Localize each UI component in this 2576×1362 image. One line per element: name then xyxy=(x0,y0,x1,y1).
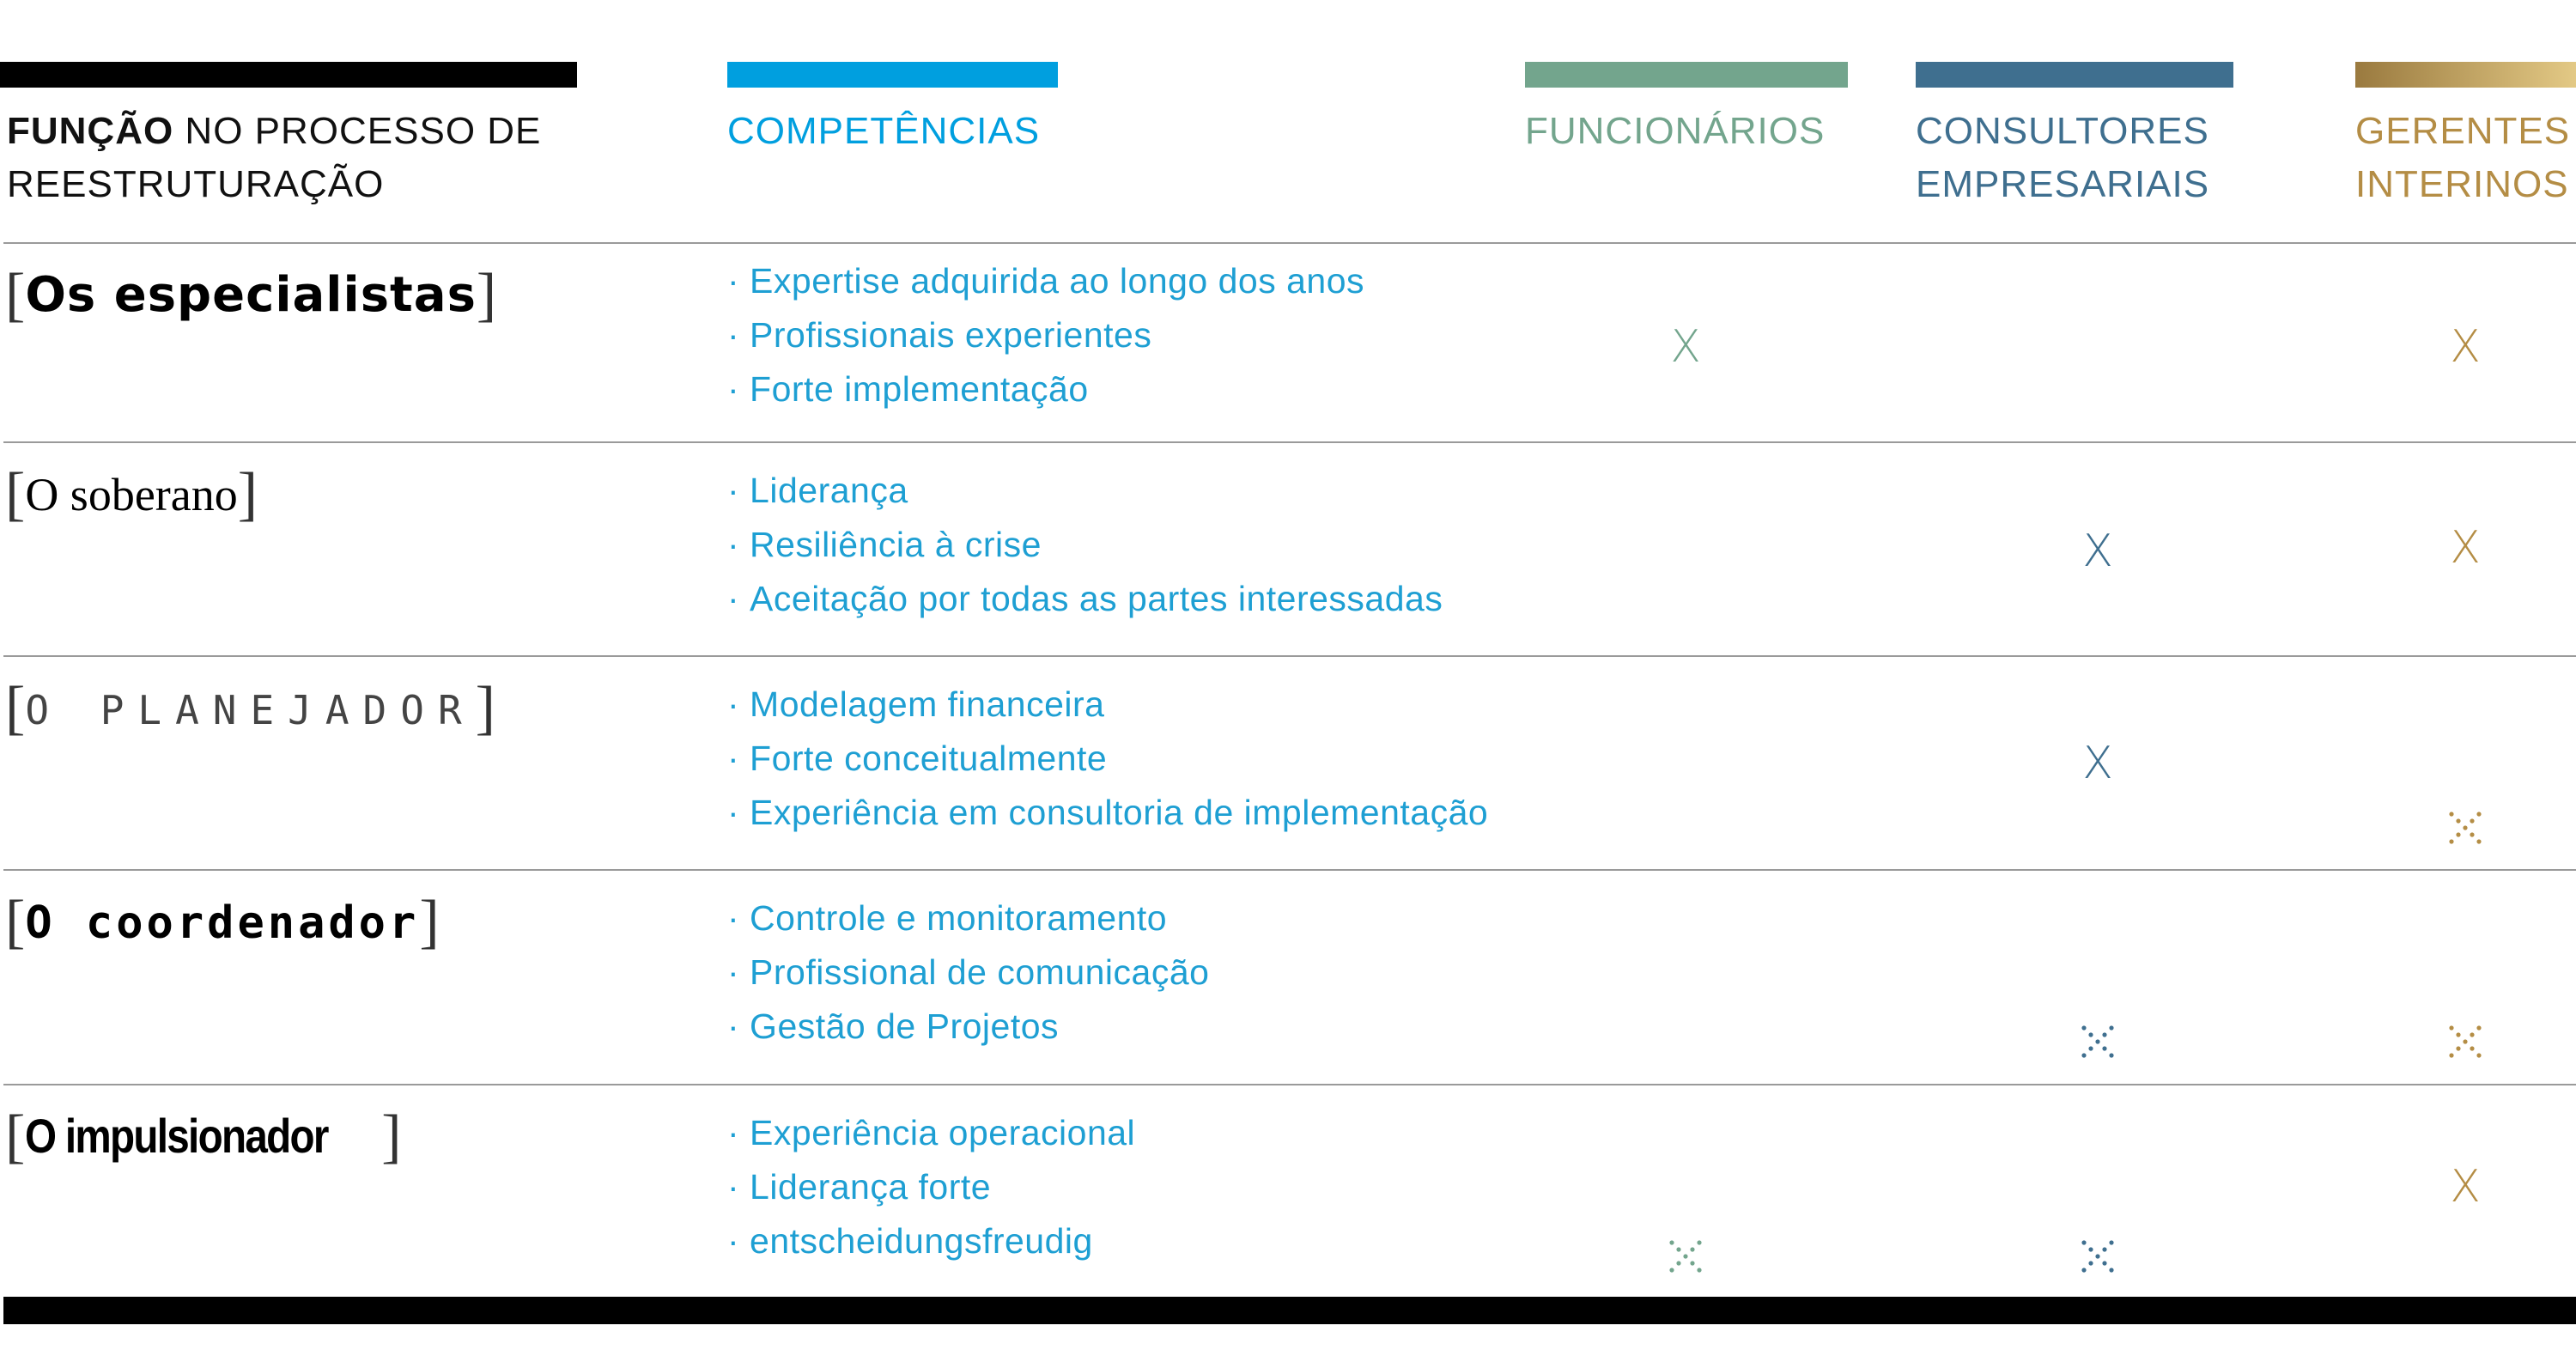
bracket-open: [ xyxy=(5,889,26,955)
dotted-x-icon xyxy=(2079,1023,2117,1061)
mark-gerentes-partial xyxy=(2446,957,2484,994)
competencia-item: · Liderança forte xyxy=(727,1160,1135,1214)
header-bar-competencias xyxy=(727,62,1058,88)
header-funcao-line2: REESTRUTURAÇÃO xyxy=(7,163,385,205)
competencia-item: · Forte implementação xyxy=(727,362,1364,417)
mark-gerentes-partial xyxy=(2446,743,2484,781)
header-bar-funcao xyxy=(0,62,577,88)
footer-bar xyxy=(3,1297,2576,1324)
header-consultores xyxy=(1916,105,2259,211)
table-row xyxy=(0,657,2576,870)
role-label xyxy=(5,461,258,527)
mark-funcionarios-partial xyxy=(1667,1171,1704,1209)
competencia-item: · Profissional de comunicação xyxy=(727,945,1209,1000)
role-label xyxy=(5,262,497,328)
role-label xyxy=(5,675,495,741)
header-competencias: COMPETÊNCIAS xyxy=(727,110,1041,152)
header-bar-gerentes xyxy=(2355,62,2576,88)
role-name: O soberano xyxy=(25,469,238,520)
header-consultores-line2: EMPRESARIAIS xyxy=(1916,163,2210,205)
mark-consultores xyxy=(2072,526,2123,577)
role-label xyxy=(5,891,440,953)
mark-gerentes xyxy=(2439,1161,2491,1213)
header-bar-consultores xyxy=(1916,62,2233,88)
mark-gerentes xyxy=(2439,522,2491,574)
bracket-open: [ xyxy=(5,1104,26,1170)
mark-consultores-partial xyxy=(2079,957,2117,994)
competencias-list xyxy=(727,254,1364,417)
header-consultores-line1: CONSULTORES xyxy=(1916,110,2209,152)
competencia-item: · Liderança xyxy=(727,464,1443,518)
bracket-close: ] xyxy=(476,262,497,328)
competencia-item: · Expertise adquirida ao longo dos anos xyxy=(727,254,1364,308)
competencias-list xyxy=(727,891,1209,1054)
competencias-list xyxy=(727,678,1488,840)
role-name: O PLANEJADOR xyxy=(25,687,476,733)
bracket-open: [ xyxy=(5,461,26,527)
mark-consultores xyxy=(2072,738,2123,789)
role-label xyxy=(5,1104,402,1170)
header-funcao-rest: NO PROCESSO DE xyxy=(173,110,542,152)
role-name: O coordenador xyxy=(25,897,420,949)
header-gerentes-line1: GERENTES xyxy=(2355,110,2571,152)
mark-gerentes xyxy=(2439,321,2491,373)
bracket-open: [ xyxy=(5,262,26,328)
competencias-list xyxy=(727,464,1443,626)
header-funcao xyxy=(7,105,591,211)
role-name: O impulsionador xyxy=(25,1109,328,1163)
bracket-open: [ xyxy=(5,675,26,741)
header-gerentes-line2: INTERINOS xyxy=(2355,163,2569,205)
competencia-item: · Experiência operacional xyxy=(727,1106,1135,1160)
header-funcao-bold: FUNÇÃO xyxy=(7,110,174,152)
dotted-x-icon xyxy=(2079,1237,2117,1275)
competencia-item: · Forte conceitualmente xyxy=(727,732,1488,786)
table-row xyxy=(0,244,2576,457)
competencia-item: · Gestão de Projetos xyxy=(727,1000,1209,1054)
bracket-close: ] xyxy=(419,889,440,955)
competencia-item: · Experiência em consultoria de implementação xyxy=(727,786,1488,840)
bracket-close: ] xyxy=(381,1104,402,1170)
role-name: Os especialistas xyxy=(25,267,477,323)
competencia-item: · Modelagem financeira xyxy=(727,678,1488,732)
competencia-item: · Controle e monitoramento xyxy=(727,891,1209,945)
dotted-x-icon xyxy=(2446,809,2484,847)
competencia-item: · entscheidungsfreudig xyxy=(727,1214,1135,1268)
header-bar-funcionarios xyxy=(1525,62,1848,88)
dotted-x-icon xyxy=(1667,1237,1704,1275)
competencias-list xyxy=(727,1106,1135,1268)
header-funcionarios: FUNCIONÁRIOS xyxy=(1525,110,1826,152)
competencia-item: · Profissionais experientes xyxy=(727,308,1364,362)
header-gerentes xyxy=(2355,105,2576,211)
mark-funcionarios xyxy=(1660,321,1711,373)
bracket-close: ] xyxy=(475,675,495,741)
table-row xyxy=(0,1085,2576,1298)
competencia-item: · Resiliência à crise xyxy=(727,518,1443,572)
dotted-x-icon xyxy=(2446,1023,2484,1061)
bracket-close: ] xyxy=(237,461,258,527)
table-row xyxy=(0,871,2576,1084)
mark-consultores-partial xyxy=(2079,1171,2117,1209)
table-row xyxy=(0,443,2576,656)
competencia-item: · Aceitação por todas as partes interessadas xyxy=(727,572,1443,626)
